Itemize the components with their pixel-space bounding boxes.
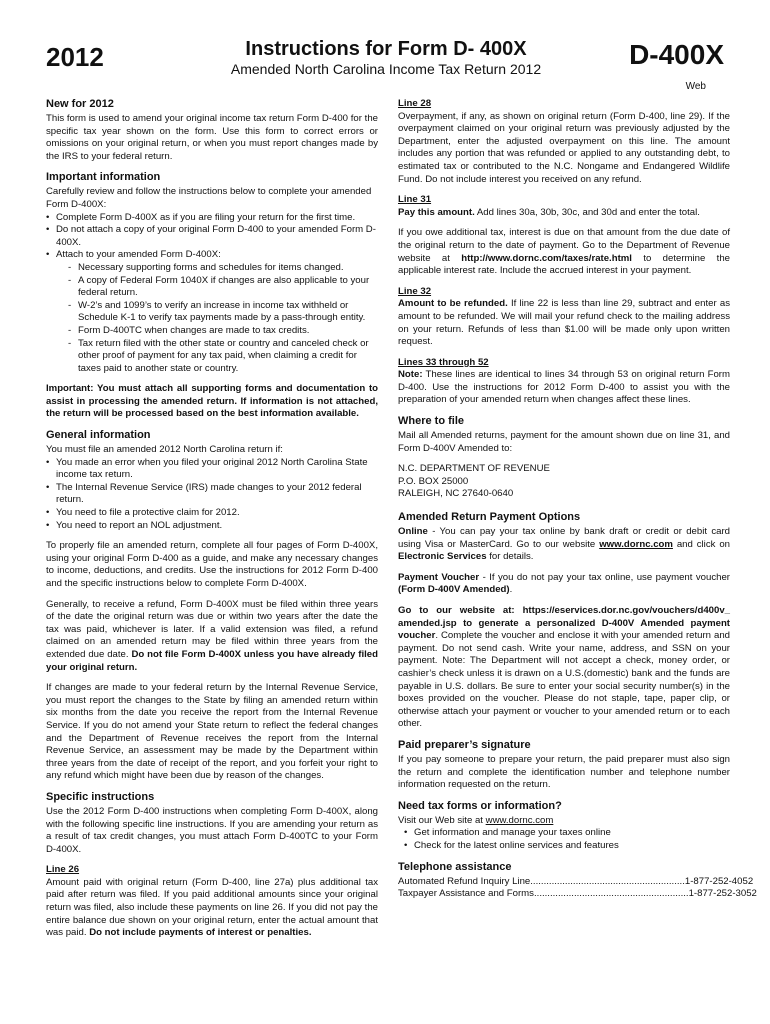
voucher-bold2: (Form D-400V Amended) xyxy=(398,584,510,596)
leader-dots: .......................................................... xyxy=(530,875,685,887)
telephone-heading: Telephone assistance xyxy=(398,860,512,873)
line31-para2-a: If you owe additional tax, interest is due on that amount from the due date of the original return to the date of payment. Go to the Department of Revenue website at xyxy=(398,227,730,264)
general-heading: General information xyxy=(46,429,151,442)
line26-label: Line 26 xyxy=(46,864,80,876)
form-id-block xyxy=(629,40,724,94)
payment-online xyxy=(398,526,730,564)
line26-bold: Do not include payments of interest or penalties. xyxy=(89,927,312,939)
general-list xyxy=(46,457,378,533)
list-item: - Form D-400TC when changes are made to tax credits. xyxy=(68,325,378,338)
list-item: • Get information and manage your taxes online xyxy=(398,827,730,840)
list-item: - A copy of Federal Form 1040X if changes are also applicable to your federal return. xyxy=(68,275,378,300)
line32-body: If line 22 is less than line 29, subtract and enter as amount to be refunded. We will mail your refund check to the mailing address on your return. Refunds of less than $1.00 will be made only upon written request. xyxy=(398,298,730,348)
list-item: - W-2’s and 1099’s to verify an increase in income tax withheld or Schedule K-1 to verify tax payments made by a pass-through entity. xyxy=(68,300,378,325)
address-line: P.O. BOX 25000 xyxy=(398,475,469,487)
voucher-bold: Payment Voucher xyxy=(398,571,480,583)
line31-text xyxy=(398,207,730,220)
attach-list xyxy=(56,262,378,375)
list-item: • You made an error when you filed your original 2012 North Carolina State income tax return. xyxy=(46,457,378,482)
line31-bold: Pay this amount. xyxy=(398,206,475,218)
line31-label: Line 31 xyxy=(398,194,432,206)
important-intro: Carefully review and follow the instructions below to complete your amended Form D-400X: xyxy=(46,186,372,210)
list-item: • You need to file a protective claim for 2012. xyxy=(46,507,378,520)
needforms-text xyxy=(398,815,730,828)
tax-year: 2012 xyxy=(46,42,104,72)
needforms-body: Visit our Web site at xyxy=(398,814,483,826)
line31-para2 xyxy=(398,227,730,277)
list-item: • You need to report an NOL adjustment. xyxy=(46,520,378,533)
goto-text: . Complete the voucher and enclose it with your amended return and payment. Do not send cash. Write your name, address, and SSN on your payment. Note: The Department will not accept a check, money order, or cashier’s check unless it is drawn on a U.S.(domestic) bank and the funds are payable in U.S. dollars. Be sure to enter your social security number(s) in the boxes provided on the voucher. Please do not staple, tape, paper clip, or otherwise attach your payment or voucher to your amended return or to each other. xyxy=(398,630,730,730)
specific-heading: Specific instructions xyxy=(46,790,155,803)
phone-label: Automated Refund Inquiry Line xyxy=(398,875,531,887)
leader-dots: .......................................................... xyxy=(533,888,689,900)
phone-number: 1-877-252-3052 xyxy=(688,888,757,900)
title-block xyxy=(196,38,576,78)
address-line: RALEIGH, NC 27640-0640 xyxy=(398,488,514,500)
content-columns xyxy=(46,98,757,948)
general-para2 xyxy=(46,599,378,675)
line31-body: Add lines 30a, 30b, 30c, and 30d and enter the total. xyxy=(476,206,700,218)
line26-text xyxy=(46,877,378,940)
preparer-text: If you pay someone to prepare your return, the paid preparer must also sign the return and complete the identification number and telephone number information requested on the return. xyxy=(398,753,730,791)
list-item-text: Attach to your amended Form D-400X: xyxy=(56,249,221,261)
mailing-address xyxy=(398,463,730,501)
list-item: - Necessary supporting forms and schedules for items changed. xyxy=(68,262,378,275)
line32-text xyxy=(398,298,730,348)
address-line: N.C. DEPARTMENT OF REVENUE xyxy=(398,463,550,475)
new-text: This form is used to amend your original income tax return Form D-400 for the specific tax year shown on the form. Use this form to correct errors or omissions on your original return, or when you must report changes made by the IRS to your federal return. xyxy=(46,113,378,162)
online-text: - You can pay your tax online by bank draft or credit or debit card using Visa or MasterCard. Go to our website xyxy=(398,526,730,550)
preparer-heading: Paid preparer’s signature xyxy=(398,738,531,751)
general-para1: To properly file an amended return, complete all four pages of Form D-400X, using your original Form D-400 as a guide, and make any necessary changes to income, deductions, and credits. Use the instructions for 2012 Form D-400 and the specific instructions below to complete Form D-400X. xyxy=(46,540,378,589)
phone-row xyxy=(398,888,757,901)
general-para3: If changes are made to your federal return by the Internal Revenue Service, you must report the changes to the State by filing an amended return within six months from the date you receive the report from the Internal Revenue Service. If you do not amend your State return to reflect the federal changes and the Department of Revenue receives the report from the Internal Revenue Service, an assessment may be made by the Department within three years from the date of receipt of the report, and you forfeit your right to any refund which might have been due by reason of the changes. xyxy=(46,682,378,782)
list-item: • Complete Form D-400X as if you are filing your return for the first time. xyxy=(46,212,378,225)
document-subtitle: Amended North Carolina Income Tax Return 2012 xyxy=(230,61,542,77)
web-label: Web xyxy=(685,81,706,92)
where-heading: Where to file xyxy=(398,415,465,428)
payment-voucher xyxy=(398,572,730,597)
important-list xyxy=(46,212,378,376)
header xyxy=(46,38,730,98)
list-item: • The Internal Revenue Service (IRS) made changes to your 2012 federal return. xyxy=(46,482,378,507)
list-item: - Tax return filed with the other state or country and canceled check or other proof of payment for any tax paid, when claiming a credit for taxes paid to another state or country. xyxy=(68,338,378,376)
lines33-text xyxy=(398,369,730,407)
lines33-body: These lines are identical to lines 34 through 53 on original return Form D-400. Use the instructions for 2012 Form D-400 to assist you with the preparation of your amended return when changes affect these lines. xyxy=(398,369,730,406)
lines33-bold: Note: xyxy=(398,369,423,381)
line32-label: Line 32 xyxy=(398,285,432,297)
dornc-link[interactable]: www.dornc.com xyxy=(599,538,673,550)
list-item: • Do not attach a copy of your original Form D-400 to your amended Form D-400X. xyxy=(46,224,378,249)
document-title: Instructions for Form D- 400X xyxy=(245,38,527,60)
right-column xyxy=(398,98,757,948)
where-text: Mail all Amended returns, payment for the amount shown due on line 31, and Form D-400V Amended to: xyxy=(398,430,730,454)
line31-para2-b: to determine the applicable interest rate. Include the accrued interest in your payment. xyxy=(398,252,730,277)
important-heading: Important information xyxy=(46,171,161,184)
needforms-list xyxy=(398,827,730,852)
form-id: D-400X xyxy=(629,39,724,70)
general-para2-bold: Do not file Form D-400X unless you have already filed your original return. xyxy=(46,648,378,673)
list-item: • Check for the latest online services and features xyxy=(398,840,730,853)
needforms-link[interactable]: www.dornc.com xyxy=(485,814,554,826)
important-note: Important: You must attach all supporting forms and documentation to assist in processing the amended return. If information is not attached, the return will be processed based on the best information available. xyxy=(46,383,378,420)
line32-bold: Amount to be refunded. xyxy=(398,298,508,310)
electronic-services-label: Electronic Services xyxy=(398,551,487,563)
online-bold: Online xyxy=(398,526,428,538)
phone-label: Taxpayer Assistance and Forms xyxy=(398,888,534,900)
general-intro: You must file an amended 2012 North Carolina return if: xyxy=(46,444,283,456)
general-para2-text: Generally, to receive a refund, Form D-400X must be filed within three years of the date the original return was due or within two years after the date the tax was paid, whichever is later. If a valid extension was filed, a refund claimed on an amended return may be filed within three years from the extended due date. xyxy=(46,598,378,660)
specific-text: Use the 2012 Form D-400 instructions when completing Form D-400X, along with the following specific line instructions. If you are amending your return as a result of tax credit changes, you must attach Form D-400TC to your Form D-400X. xyxy=(46,805,378,855)
left-column xyxy=(46,98,378,948)
lines33-label: Lines 33 through 52 xyxy=(398,356,489,368)
phone-number: 1-877-252-4052 xyxy=(684,875,754,887)
line26-body: Amount paid with original return (Form D-400, line 27a) plus additional tax paid after return was filed. If you paid additional amounts since your original return was filed, also include these payments on line 26. If you did not pay the entire balance due shown on your original return, enter the actual amount that was paid. xyxy=(46,876,378,939)
interest-rate-link[interactable]: http://www.dornc.com/taxes/rate.html xyxy=(461,252,632,264)
new-heading: New for 2012 xyxy=(46,98,114,110)
payment-goto xyxy=(398,605,730,731)
list-item xyxy=(46,249,378,375)
line28-text: Overpayment, if any, as shown on original return (Form D-400, line 29). If the overpayment claimed on your original return was previously adjusted by the Department, enter the adjusted overpayment on this line. The amount includes any portion that was refunded or applied to any outstanding debt, to estimated tax or contributed to the N.C. Nongame and Endangered Wildlife Fund. Do not include interest you received on any refund. xyxy=(398,110,730,185)
line28-label: Line 28 xyxy=(398,98,432,109)
online-text2: and click on xyxy=(676,538,730,550)
online-text3: for details. xyxy=(489,551,534,563)
voucher-text: - If you do not pay your tax online, use payment voucher xyxy=(482,571,730,583)
needforms-heading: Need tax forms or information? xyxy=(398,799,562,812)
payment-heading: Amended Return Payment Options xyxy=(398,511,581,524)
phone-row xyxy=(398,875,754,889)
voucher-end: . xyxy=(509,584,513,596)
goto-bold: Go to our website at: https://eservices.dor.nc.gov/vouchers/d400v_ amended.jsp to generate a personalized D-400V Amended payment voucher xyxy=(398,605,730,642)
